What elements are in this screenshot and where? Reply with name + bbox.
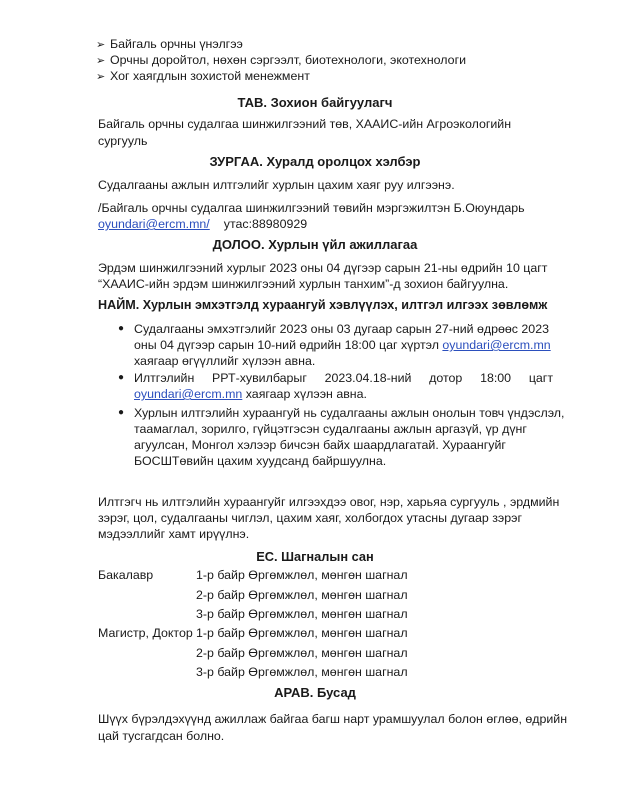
contact-email-link[interactable]: oyundari@ercm.mn/ <box>98 217 210 231</box>
prize-category-master: Магистр, Доктор <box>98 626 193 640</box>
guidance-bullet-line: Илтгэлийн РРТ-хувилбарыг 2023.04.18-ний дотор 18:00 цагт <box>134 371 553 385</box>
list-item-text: Байгаль орчны үнэлгээ <box>110 37 243 51</box>
arrow-bullet-icon: ➢ <box>96 71 106 83</box>
prize-row: 3-р байр Өргөмжлөл, мөнгөн шагнал <box>196 607 408 621</box>
prize-category-bachelor: Бакалавр <box>98 568 154 582</box>
section-heading-schedule: ДОЛОО. Хурлын үйл ажиллагаа <box>212 237 418 252</box>
guidance-bullet-line: агуулсан, Монгол хэлээр бичсэн байх шаардлагатай. Хураангуйг <box>134 438 506 452</box>
other-text-line: цай тусгагдсан болно. <box>98 729 225 743</box>
other-text-line: Шүүх бүрэлдэхүүнд ажиллаж байгаа багш нарт урамшуулал болон өглөө, өдрийн <box>98 712 568 726</box>
prize-row: 2-р байр Өргөмжлөл, мөнгөн шагнал <box>196 588 408 602</box>
section-heading-prizes: ЕС. Шагналын сан <box>256 549 374 564</box>
section-heading-guidance: НАЙМ. Хурлын эмхэтгэлд хураангуй хэвлүүлэх, илтгэл илгээх зөвлөмж <box>98 298 548 312</box>
bullet-dot-icon: ● <box>118 372 125 383</box>
list-item <box>96 52 466 69</box>
section-heading-participation: ЗУРГАА. Хуралд оролцох хэлбэр <box>209 154 421 169</box>
guidance-bullet-line: таамаглал, зорилго, гүйцэтгэсэн судалгааны ажлын аргазүй, үр дүнг <box>134 422 527 436</box>
guidance-email-link[interactable]: oyundari@ercm.mn <box>134 387 243 401</box>
organizer-text-line: Байгаль орчны судалгаа шинжилгээний төв, ХААИС-ийн Агроэкологийн <box>98 117 512 131</box>
arrow-bullet-icon: ➢ <box>96 39 106 51</box>
guidance-bullet-text: хаягаар хүлээн авна. <box>242 387 367 401</box>
guidance-bullet-text: оны 04 дүгээр сарын 10-ний өдрийн 18:00 цаг хүртэл <box>134 338 443 352</box>
schedule-text-line: Эрдэм шинжилгээний хурлыг 2023 оны 04 дүгээр сарын 21-ны өдрийн 10 цагт <box>98 261 548 275</box>
prize-row: 1-р байр Өргөмжлөл, мөнгөн шагнал <box>196 568 408 582</box>
section-heading-other: АРАВ. Бусад <box>274 685 356 700</box>
participation-text-line: /Байгаль орчны судалгаа шинжилгээний төвийн мэргэжилтэн Б.Оюундарь <box>98 201 525 215</box>
guidance-note-line: Илтгэгч нь илтгэлийн хураангуйг илгээхдээ овог, нэр, харьяа сургууль , эрдмийн <box>98 495 560 509</box>
guidance-note-line: зэрэг, цол, судалгааны чиглэл, цахим хаяг, холбогдох утасны дугаар зэрэг <box>98 511 522 525</box>
prize-row: 1-р байр Өргөмжлөл, мөнгөн шагнал <box>196 626 408 640</box>
list-item <box>96 36 243 53</box>
list-item <box>96 68 310 85</box>
guidance-bullet-line: Хурлын илтгэлийн хураангуй нь судалгааны ажлын онолын товч үндэслэл, <box>134 406 565 420</box>
bullet-dot-icon: ● <box>118 323 125 334</box>
guidance-bullet-line: БОСШТөвийн цахим хуудсанд байршуулна. <box>134 454 387 468</box>
guidance-bullet-line: хаягаар өгүүллийг хүлээн авна. <box>134 354 316 368</box>
contact-phone: утас:88980929 <box>223 217 308 231</box>
guidance-note-line: мэдээллийг хамт ирүүлнэ. <box>98 527 250 541</box>
arrow-bullet-icon: ➢ <box>96 55 106 67</box>
section-heading-organizer: ТАВ. Зохион байгуулагч <box>237 95 393 110</box>
prize-row: 2-р байр Өргөмжлөл, мөнгөн шагнал <box>196 646 408 660</box>
guidance-bullet-line: Судалгааны эмхэтгэлийг 2023 оны 03 дугаар сарын 27-ний өдрөөс 2023 <box>134 322 549 336</box>
guidance-bullet-line <box>134 386 367 402</box>
organizer-text-line: сургууль <box>98 134 148 148</box>
bullet-dot-icon: ● <box>118 407 125 418</box>
contact-line <box>98 216 307 232</box>
participation-text-line: Судалгааны ажлын илтгэлийг хурлын цахим хаяг руу илгээнэ. <box>98 178 455 192</box>
prize-row: 3-р байр Өргөмжлөл, мөнгөн шагнал <box>196 665 408 679</box>
list-item-text: Хог хаягдлын зохистой менежмент <box>110 69 310 83</box>
guidance-email-link[interactable]: oyundari@ercm.mn <box>442 338 551 352</box>
list-item-text: Орчны доройтол, нөхөн сэргээлт, биотехнологи, экотехнологи <box>110 53 467 67</box>
guidance-bullet-line <box>134 337 551 353</box>
schedule-text-line: “ХААИС-ийн эрдэм шинжилгээний хурлын танхим”-д зохион байгуулна. <box>98 277 509 291</box>
